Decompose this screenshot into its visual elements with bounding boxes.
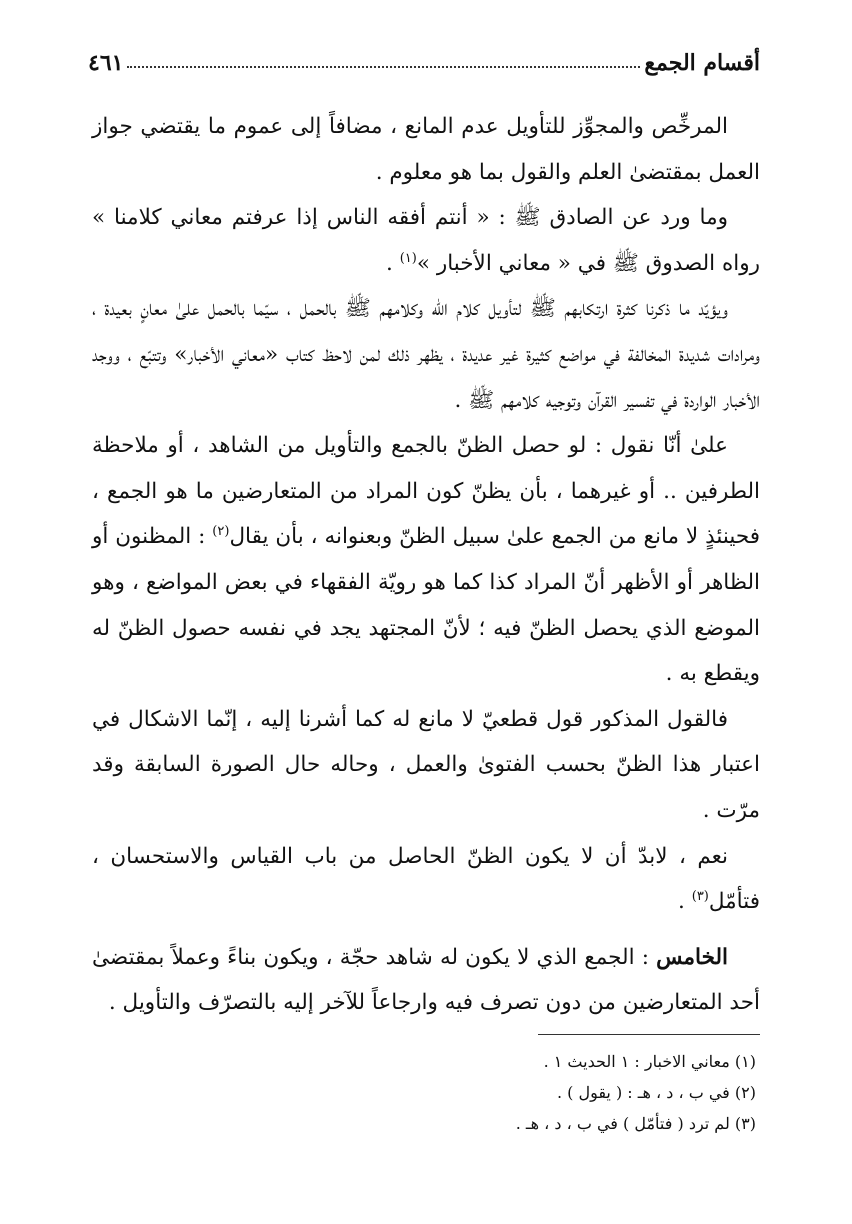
paragraph-tail: . (386, 250, 393, 276)
footnote-marker-3: (٣) (691, 888, 709, 904)
paragraph-2 (92, 195, 760, 286)
paragraph-text: وما ورد عن الصادق ﷺ : « أنتم أفقه الناس إذا عرفتم معاني كلامنا » رواه الصدوق ﷺ في « معاني الأخبار » (92, 205, 760, 276)
paragraph-text: ويؤيّد ما ذكرنا كثرة ارتكابهم ﷺ لتأويل كلام الله وكلامهم ﷺ بالحمل ، سيّما بالحمل علىٰ معانٍ بعيدة ، ومرادات شديدة المخالفة في مواضع كثيرة غير عديدة ، يظهر ذلك لمن لاحظ كتاب «معاني الأخبار» وتتبّع ، ووجد الأخبار الواردة في تفسير القرآن وتوجيه كلامهم ﷺ . (92, 296, 760, 413)
paragraph-text: : الجمع الذي لا يكون له شاهد حجّة ، ويكون بناءً وعملاً بمقتضىٰ أحد المتعارضين من دون تصرف فيه وارجاعاً للآخر إليه بالتصرّف والتأويل . (92, 944, 760, 1016)
footnote-divider (538, 1034, 760, 1035)
paragraph-text: علىٰ أنّا نقول : لو حصل الظنّ بالجمع والتأويل من الشاهد ، أو ملاحظة الطرفين .. أو غيرهما ، بأن يظنّ كون المراد من المتعارضين ما هو الجمع ، فحينئذٍ لا مانع من الجمع علىٰ سبيل الظنّ وبعنوانه ، بأن يقال (92, 433, 760, 550)
main-text (92, 104, 760, 1026)
paragraph-4 (92, 423, 760, 697)
footnote-marker-2: (٢) (212, 524, 230, 540)
footnote-1: (١) معاني الاخبار : ١ الحديث ١ . (543, 1052, 756, 1071)
header-dotted-leader (127, 65, 640, 68)
paragraph-3 (92, 286, 760, 423)
running-header (88, 30, 760, 76)
paragraph-text: نعم ، لابدّ أن لا يكون الظنّ الحاصل من باب القياس والاستحسان ، فتأمّل (92, 843, 760, 915)
paragraph-text: المرخِّص والمجوِّز للتأويل عدم المانع ، مضافاً إلى عموم ما يقتضي جواز العمل بمقتضىٰ العلم والقول بما هو معلوم . (92, 114, 760, 185)
paragraph-text-continued: : المظنون أو الظاهر أو الأظهر أنّ المراد كذا كما هو رويّة الفقهاء في بعض المواضع ، وهو الموضع الذي يحصل الظنّ فيه ؛ لأنّ المجتهد يجد في نفسه حصول الظنّ له ويقطع به . (92, 524, 760, 687)
paragraph-7 (92, 935, 760, 1026)
paragraph-1 (92, 104, 760, 195)
paragraph-text: فالقول المذكور قول قطعيّ لا مانع له كما أشرنا إليه ، إنّما الاشكال في اعتبار هذا الظنّ بحسب الفتوىٰ والعمل ، وحاله حال الصورة السابقة وقد مرّت . (92, 706, 760, 823)
paragraph-6 (92, 834, 760, 925)
footnote-2: (٢) في ب ، د ، هـ : ( يقول ) . (556, 1083, 756, 1102)
chapter-title: أقسام الجمع (644, 50, 760, 76)
section-lead: الخامس (656, 944, 728, 970)
page-number: ٤٦١ (88, 50, 124, 76)
footnote-marker-1: (١) (399, 250, 417, 266)
footnotes (92, 1046, 760, 1139)
paragraph-tail: . (678, 889, 685, 915)
footnote-3: (٣) لم ترد ( فتأمّل ) في ب ، د ، هـ . (515, 1114, 756, 1133)
paragraph-5 (92, 697, 760, 834)
